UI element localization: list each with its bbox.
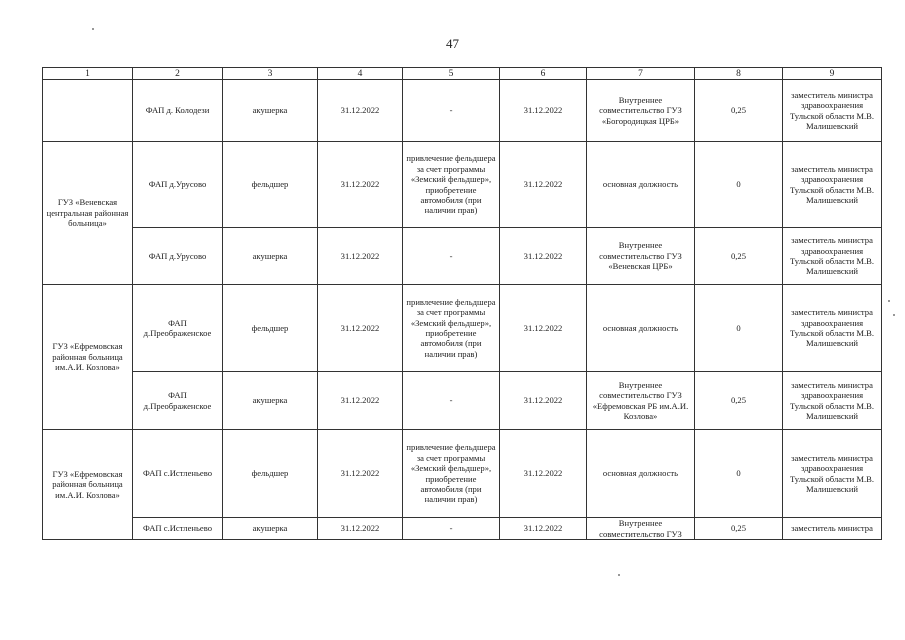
employment-cell: основная должность [587, 285, 695, 372]
position-cell: фельдшер [223, 285, 318, 372]
date-from-cell: 31.12.2022 [318, 518, 403, 540]
column-header: 9 [783, 68, 882, 80]
responsible-cell: заместитель министра здравоохранения Тульской области М.В. Малишевский [783, 142, 882, 228]
table-row [43, 372, 882, 430]
column-header: 6 [500, 68, 587, 80]
column-header: 8 [695, 68, 783, 80]
table-row [43, 285, 882, 372]
date-to-cell: 31.12.2022 [500, 142, 587, 228]
employment-cell: Внутреннее совместительство ГУЗ [587, 518, 695, 540]
table-row [43, 228, 882, 285]
scan-speck [92, 28, 94, 30]
organization-cell: ГУЗ «Ефремовская районная больница им.А.И. Козлова» [43, 430, 133, 540]
facility-cell: ФАП д.Преображенское [133, 285, 223, 372]
date-to-cell: 31.12.2022 [500, 285, 587, 372]
organization-cell [43, 80, 133, 142]
date-from-cell: 31.12.2022 [318, 285, 403, 372]
responsible-cell: заместитель министра здравоохранения Тульской области М.В. Малишевский [783, 228, 882, 285]
facility-cell: ФАП д.Урусово [133, 228, 223, 285]
measures-cell: - [403, 80, 500, 142]
date-from-cell: 31.12.2022 [318, 80, 403, 142]
date-from-cell: 31.12.2022 [318, 142, 403, 228]
rate-cell: 0,25 [695, 518, 783, 540]
position-cell: фельдшер [223, 142, 318, 228]
staffing-table [42, 67, 882, 540]
organization-cell: ГУЗ «Ефремовская районная больница им.А.И. Козлова» [43, 285, 133, 430]
responsible-cell: заместитель министра здравоохранения Тульской области М.В. Малишевский [783, 80, 882, 142]
date-to-cell: 31.12.2022 [500, 372, 587, 430]
rate-cell: 0,25 [695, 228, 783, 285]
measures-cell: привлечение фельдшера за счет программы «Земский фельдшер», приобретение автомобиля (при наличии прав) [403, 142, 500, 228]
responsible-cell: заместитель министра здравоохранения Тульской области М.В. Малишевский [783, 285, 882, 372]
position-cell: акушерка [223, 518, 318, 540]
table-row [43, 142, 882, 228]
employment-cell: основная должность [587, 430, 695, 518]
rate-cell: 0 [695, 285, 783, 372]
employment-cell: Внутреннее совместительство ГУЗ «Веневская ЦРБ» [587, 228, 695, 285]
table-row [43, 518, 882, 540]
page-number: 47 [446, 36, 459, 51]
responsible-cell: заместитель министра [783, 518, 882, 540]
facility-cell: ФАП д.Урусово [133, 142, 223, 228]
position-cell: акушерка [223, 228, 318, 285]
employment-cell: Внутреннее совместительство ГУЗ «Ефремовская РБ им.А.И. Козлова» [587, 372, 695, 430]
table-row [43, 430, 882, 518]
facility-cell: ФАП д. Колодези [133, 80, 223, 142]
position-cell: акушерка [223, 80, 318, 142]
date-from-cell: 31.12.2022 [318, 228, 403, 285]
organization-cell: ГУЗ «Веневская центральная районная больница» [43, 142, 133, 285]
rate-cell: 0,25 [695, 80, 783, 142]
scan-speck [888, 300, 890, 302]
rate-cell: 0 [695, 430, 783, 518]
header-row [43, 68, 882, 80]
measures-cell: - [403, 228, 500, 285]
date-to-cell: 31.12.2022 [500, 518, 587, 540]
employment-cell: основная должность [587, 142, 695, 228]
date-to-cell: 31.12.2022 [500, 430, 587, 518]
facility-cell: ФАП с.Истленьево [133, 518, 223, 540]
rate-cell: 0,25 [695, 372, 783, 430]
facility-cell: ФАП с.Истленьево [133, 430, 223, 518]
column-header: 4 [318, 68, 403, 80]
facility-cell: ФАП д.Преображенское [133, 372, 223, 430]
column-header: 3 [223, 68, 318, 80]
scan-speck [618, 574, 620, 576]
table-row [43, 80, 882, 142]
employment-cell: Внутреннее совместительство ГУЗ «Богородицкая ЦРБ» [587, 80, 695, 142]
rate-cell: 0 [695, 142, 783, 228]
measures-cell: - [403, 372, 500, 430]
column-header: 2 [133, 68, 223, 80]
measures-cell: привлечение фельдшера за счет программы «Земский фельдшер», приобретение автомобиля (при наличии прав) [403, 430, 500, 518]
date-from-cell: 31.12.2022 [318, 372, 403, 430]
scan-speck [893, 314, 895, 316]
position-cell: акушерка [223, 372, 318, 430]
position-cell: фельдшер [223, 430, 318, 518]
column-header: 5 [403, 68, 500, 80]
column-header: 7 [587, 68, 695, 80]
date-to-cell: 31.12.2022 [500, 228, 587, 285]
responsible-cell: заместитель министра здравоохранения Тульской области М.В. Малишевский [783, 430, 882, 518]
measures-cell: привлечение фельдшера за счет программы «Земский фельдшер», приобретение автомобиля (при наличии прав) [403, 285, 500, 372]
column-header: 1 [43, 68, 133, 80]
responsible-cell: заместитель министра здравоохранения Тульской области М.В. Малишевский [783, 372, 882, 430]
measures-cell: - [403, 518, 500, 540]
date-from-cell: 31.12.2022 [318, 430, 403, 518]
date-to-cell: 31.12.2022 [500, 80, 587, 142]
